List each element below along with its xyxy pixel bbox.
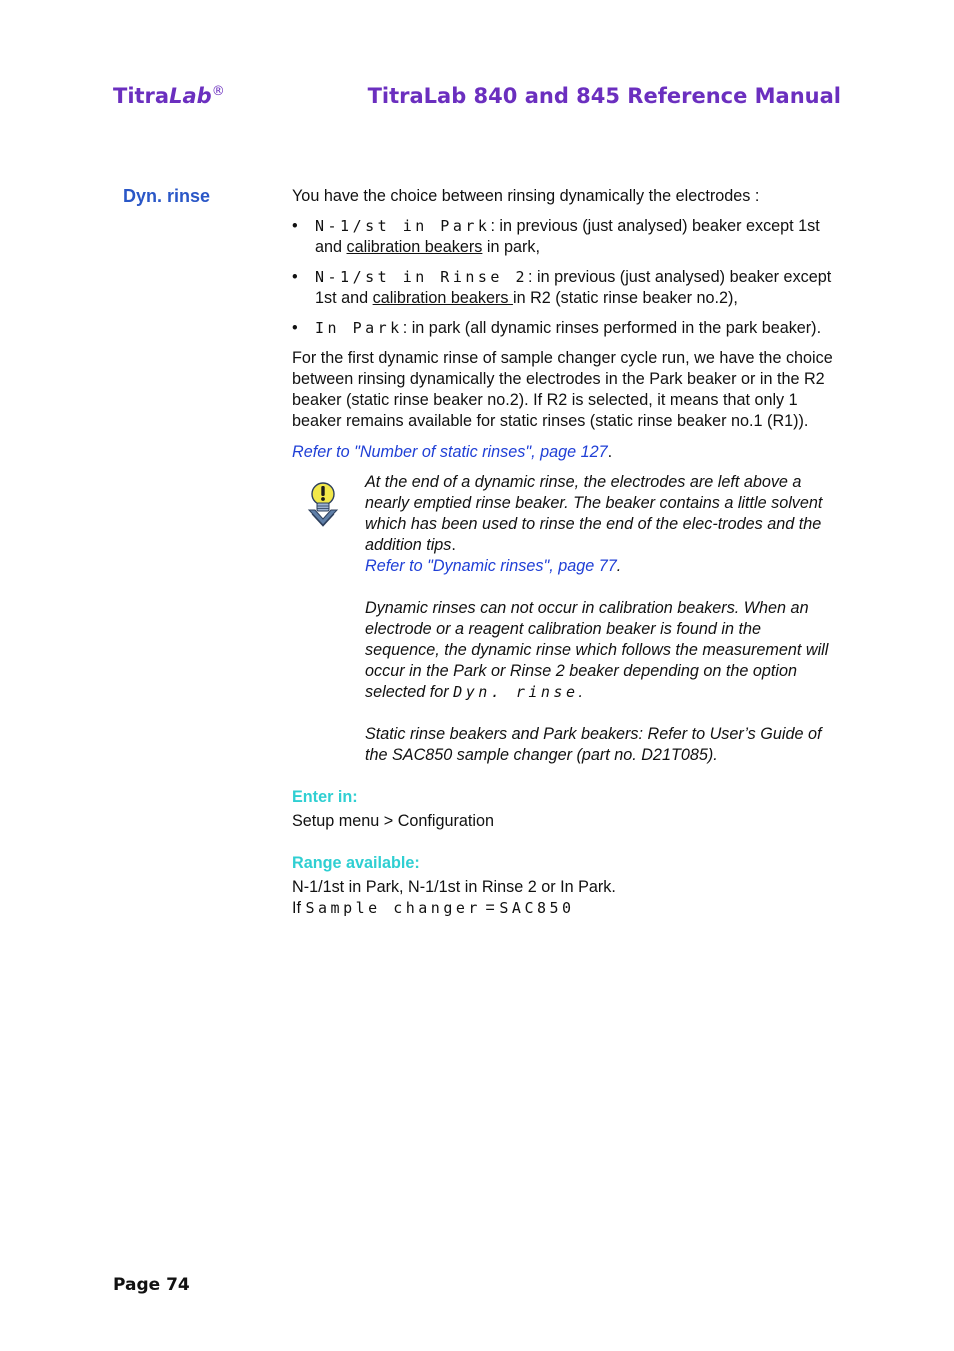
manual-title: TitraLab 840 and 845 Reference Manual <box>367 84 841 108</box>
intro-text: You have the choice between rinsing dynamically the electrodes : <box>292 187 760 205</box>
option-code: N-1/st in Park <box>315 217 491 235</box>
list-item <box>292 318 837 339</box>
note-text-2-body: Dynamic rinses can not occur in calibration beakers. When an electrode or a reagent calibration beaker is found in the sequence, the dynamic rinse which follows the measurement will occur in the Park or Rinse 2 beaker depending on the option selected for <box>365 599 829 701</box>
option-list <box>292 216 837 339</box>
bullet-dot: • <box>292 319 298 337</box>
static-rinses-link[interactable]: Refer to "Number of static rinses", page 127 <box>292 443 608 461</box>
section-title: Dyn. rinse <box>123 186 211 206</box>
option-text-end: in park, <box>482 238 540 256</box>
enter-in-value: Setup menu > Configuration <box>292 812 495 830</box>
bullet-dot: • <box>292 217 298 235</box>
ref-period: . <box>607 443 613 461</box>
equals-sign: = <box>480 899 500 917</box>
note-period: . <box>451 536 456 554</box>
dynamic-rinses-reference <box>365 556 837 577</box>
option-text: : in previous (just analysed) beaker except 1st and <box>315 268 832 307</box>
note-text-1-body: At the end of a dynamic rinse, the electrodes are left above a nearly emptied rinse beaker. The beaker contains a little solvent which has been used to rinse the end of the elec-trodes and the addition tips <box>365 473 823 554</box>
option-text: : in previous (just analysed) beaker except 1st and <box>315 217 820 256</box>
range-heading: Range available: <box>292 854 420 872</box>
page-number: Page 74 <box>113 1275 190 1295</box>
option-text: : in park (all dynamic rinses performed in the park beaker). <box>402 319 822 337</box>
brand-titra: Titra <box>113 84 170 108</box>
explanation-paragraph: For the first dynamic rinse of sample changer cycle run, we have the choice between rinsing dynamically the electrodes in the Park beaker or in the R2 beaker (static rinse beaker no.2). If R2 is selected, it means that only 1 beaker remains available for static rinses (static rinse beaker no.1 (R1)). <box>292 349 833 430</box>
note-text-3: Static rinse beakers and Park beakers: Refer to User’s Guide of the SAC850 sample changer (part no. D21T085). <box>365 725 822 764</box>
calibration-beakers-link[interactable]: calibration beakers <box>346 238 483 256</box>
section-content <box>292 186 837 919</box>
calibration-beakers-link[interactable]: calibration beakers <box>372 289 513 307</box>
note-period: . <box>578 683 583 701</box>
brand-registered: ® <box>211 84 225 99</box>
enter-in-heading: Enter in: <box>292 788 358 806</box>
condition-prefix: If <box>292 899 306 917</box>
condition-line <box>292 898 837 919</box>
note-text-2 <box>365 598 837 703</box>
bullet-dot: • <box>292 268 298 286</box>
dynamic-rinses-link[interactable]: Refer to "Dynamic rinses", page 77 <box>365 557 617 575</box>
option-text-end: in R2 (static rinse beaker no.2), <box>512 289 738 307</box>
option-code: In Park <box>315 319 403 337</box>
option-code: N-1/st in Rinse 2 <box>315 268 529 286</box>
note-text-1 <box>365 472 837 556</box>
sac850-code: SAC850 <box>499 899 575 917</box>
header-brand <box>113 84 225 108</box>
sample-changer-code: Sample changer <box>305 899 481 917</box>
ref-period: . <box>616 557 622 575</box>
static-rinses-reference <box>292 442 837 463</box>
note-block <box>292 472 837 766</box>
brand-lab: Lab <box>169 84 212 108</box>
range-value: N-1/1st in Park, N-1/1st in Rinse 2 or In Park. <box>292 878 616 896</box>
lightbulb-warning-icon <box>306 480 340 528</box>
option-code: Dyn. rinse <box>453 683 579 701</box>
list-item <box>292 216 837 258</box>
list-item <box>292 267 837 309</box>
